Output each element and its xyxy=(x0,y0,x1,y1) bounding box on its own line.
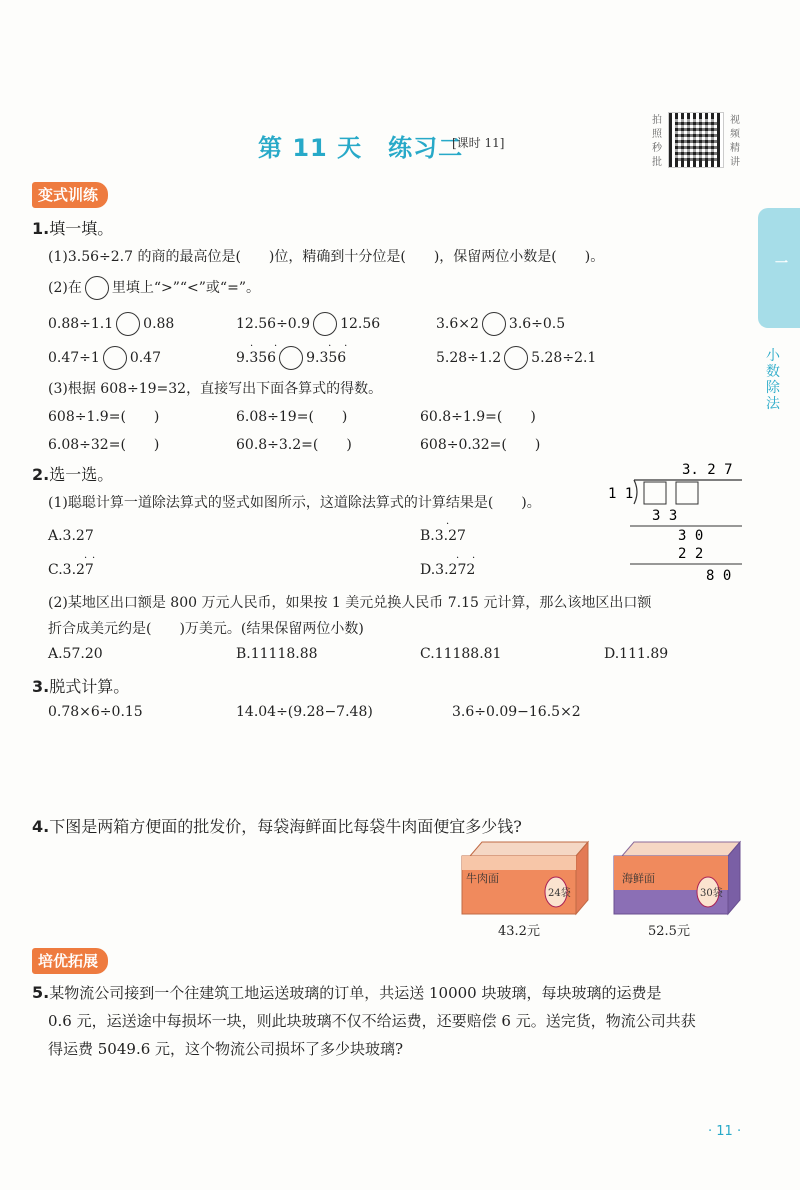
question-3-title: 3.脱式计算。 xyxy=(32,677,130,696)
option-a[interactable]: A.3.27 xyxy=(48,528,94,544)
box-count: 30袋 xyxy=(700,888,723,899)
answer-circle[interactable] xyxy=(279,346,303,370)
question-5-line1: 5.某物流公司接到一个往建筑工地运送玻璃的订单，共运送 10000 块玻璃，每块玻璃的运费是 xyxy=(32,983,662,1002)
option-d[interactable]: · · D.3.272 xyxy=(420,553,476,578)
q1-part3: (3)根据 608÷19=32，直接写出下面各算式的得数。 xyxy=(48,381,383,397)
calc-item: 6.08÷32=( ) xyxy=(48,437,160,453)
compare-item: 5.28÷1.2 5.28÷2.1 xyxy=(436,346,596,370)
box-count: 24袋 xyxy=(548,888,571,899)
box-name: 海鲜面 xyxy=(622,872,655,885)
qr-caption-left: 拍照秒批 xyxy=(652,115,662,168)
section-tag-variant: 变式训练 xyxy=(32,182,108,208)
answer-circle[interactable] xyxy=(116,312,140,336)
chapter-tab: 一 xyxy=(758,208,800,328)
compare-item: 0.88÷1.1 0.88 xyxy=(48,312,174,336)
calc-item: 6.08÷19=( ) xyxy=(236,409,348,425)
answer-circle[interactable] xyxy=(482,312,506,336)
chapter-category: 小数除法 xyxy=(766,348,780,412)
option-a[interactable]: A.57.20 xyxy=(48,646,103,662)
option-b[interactable]: · B.3.27 xyxy=(420,519,466,544)
option-c[interactable]: C.11188.81 xyxy=(420,646,502,662)
div-row: 3 0 xyxy=(678,528,704,544)
compare-item: 0.47÷1 0.47 xyxy=(48,346,161,370)
div-divisor: 1 1 xyxy=(608,486,634,502)
beef-noodle-box xyxy=(460,840,590,916)
option-b[interactable]: B.11118.88 xyxy=(236,646,318,662)
option-c[interactable]: · · C.3.27 xyxy=(48,553,96,578)
expression-item: 14.04÷(9.28−7.48) xyxy=(236,704,373,720)
compare-item: 3.6×2 3.6÷0.5 xyxy=(436,312,565,336)
qr-caption-right: 视频精讲 xyxy=(730,115,740,168)
q1-part1: (1)3.56÷2.7 的商的最高位是( )位，精确到十分位是( )，保留两位小数是( )。 xyxy=(48,249,605,265)
lesson-label: [课时 11] xyxy=(452,136,505,150)
div-row: 3 3 xyxy=(652,508,678,524)
page-number: · 11 · xyxy=(708,1124,742,1139)
question-1-title: 1.填一填。 xyxy=(32,219,114,238)
div-quotient: 3. 2 7 xyxy=(682,462,733,478)
section-tag-advanced: 培优拓展 xyxy=(32,948,108,974)
answer-circle[interactable] xyxy=(313,312,337,336)
compare-item: 12.56÷0.9 12.56 xyxy=(236,312,380,336)
page-title: 第 11 天 练习二 xyxy=(258,134,464,162)
q2-part2-line2: 折合成美元约是( )万美元。(结果保留两位小数) xyxy=(48,621,364,637)
answer-circle[interactable] xyxy=(103,346,127,370)
div-row: 2 2 xyxy=(678,546,704,562)
q2-part1: (1)聪聪计算一道除法算式的竖式如图所示，这道除法算式的计算结果是( )。 xyxy=(48,495,541,511)
compare-circle-icon xyxy=(85,276,109,300)
div-row: 8 0 xyxy=(706,568,732,584)
calc-item: 60.8÷1.9=( ) xyxy=(420,409,536,425)
box-name: 牛肉面 xyxy=(466,872,499,885)
answer-circle[interactable] xyxy=(504,346,528,370)
box-price: 52.5元 xyxy=(648,924,690,939)
box-price: 43.2元 xyxy=(498,924,540,939)
seafood-noodle-box xyxy=(612,840,742,916)
q1-part2: (2)在 里填上“>”“<”或“=”。 xyxy=(48,276,260,300)
expression-item: 3.6÷0.09−16.5×2 xyxy=(452,704,581,720)
calc-item: 608÷1.9=( ) xyxy=(48,409,160,425)
option-d[interactable]: D.111.89 xyxy=(604,646,669,662)
expression-item: 0.78×6÷0.15 xyxy=(48,704,143,720)
question-4-title: 4.下图是两箱方便面的批发价，每袋海鲜面比每袋牛肉面便宜多少钱? xyxy=(32,817,522,836)
compare-item: · · 9.356 · · 9.356 xyxy=(236,346,346,370)
question-5-line2: 0.6 元，运送途中每损坏一块，则此块玻璃不仅不给运费，还要赔偿 6 元。送完货，物流公司共获 xyxy=(48,1012,696,1030)
long-division-diagram xyxy=(600,458,750,588)
question-2-title: 2.选一选。 xyxy=(32,465,114,484)
calc-item: 608÷0.32=( ) xyxy=(420,437,541,453)
question-5-line3: 得运费 5049.6 元，这个物流公司损坏了多少块玻璃? xyxy=(48,1040,404,1058)
q2-part2-line1: (2)某地区出口额是 800 万元人民币，如果按 1 美元兑换人民币 7.15 元计算，那么该地区出口额 xyxy=(48,595,652,611)
calc-item: 60.8÷3.2=( ) xyxy=(236,437,352,453)
qr-code-icon[interactable] xyxy=(668,112,724,168)
